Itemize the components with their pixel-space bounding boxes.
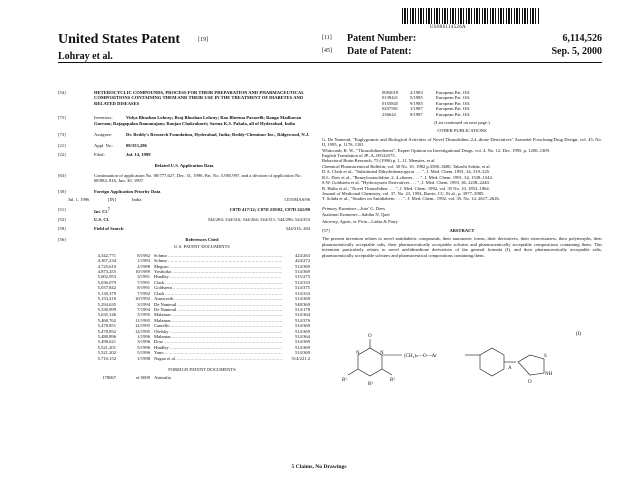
appl-number: 09/353,286: [126, 143, 147, 149]
list-continued: (List continued on next page.): [434, 120, 490, 126]
citation-number: 5,130,379: [97, 290, 116, 296]
citation-number: 5,521,201: [97, 344, 116, 350]
uscl-tag: [52]: [58, 217, 66, 223]
citation-class: 514/369: [282, 264, 310, 269]
citation-date: 12/1995: [134, 328, 150, 334]
foreign-priority-field: [58, 189, 310, 194]
citation-date: 10/1989: [134, 269, 150, 275]
continuation-tag: [63]: [58, 172, 66, 178]
examiners: [322, 206, 602, 224]
formula-atom-s: S: [544, 354, 547, 359]
foreign-patent-office: European Pat. Off.: [436, 111, 471, 117]
citation-number: 5,153,210: [97, 296, 116, 302]
refs-tag: [56]: [58, 237, 66, 243]
assistant-examiner-label: Assistant Examiner—: [322, 212, 362, 218]
filed-date: Jul. 14, 1999: [126, 151, 151, 157]
foreign-patent-number: 236624: [382, 111, 396, 117]
assistant-examiner: Sabiha N. Qazi: [361, 212, 390, 218]
citation-class: 514/369: [282, 339, 310, 344]
citation-inventor: Goldstein .....: [150, 285, 282, 290]
citation-inventor: Nagao et al. .....: [150, 356, 282, 361]
publication-entry: G. De Nanteuil, "Euglygcamic and Biological Activities of Novel Thiazolidine–2,4–dione Derivatives" Arzneitel Forschung/Drug Design, vol. 45, No. II, 1995, p. 1176–1181.: [322, 136, 602, 148]
citation-date: 1/1983: [137, 258, 150, 264]
citation-list: [58, 253, 310, 361]
foreign-docs-title: FOREIGN PATENT DOCUMENTS: [168, 366, 236, 372]
aryl-ring: [480, 348, 504, 376]
citation-inventor: Schnur .....: [150, 258, 282, 263]
citation-inventor: Yano .....: [150, 350, 282, 355]
citation-class: 514/369: [282, 323, 310, 328]
search-field: [58, 226, 310, 231]
patent-number-row: [322, 33, 602, 46]
chemical-formula: [340, 325, 590, 395]
foreign-priority-row: [58, 197, 310, 202]
formula-atom-o2: O: [528, 380, 532, 385]
publication-entry: English Translation of JP–A–09124575.: [322, 153, 396, 159]
formula-a: A: [508, 366, 512, 371]
citation-date: 8/1991: [137, 285, 150, 291]
citation-date: 3/1991: [137, 274, 150, 280]
assignee-field: [58, 132, 310, 137]
citation-date: 8/1982: [137, 252, 150, 258]
citation-date: 5/1996: [137, 344, 150, 350]
citation-number: 5,002,953: [97, 274, 116, 280]
citation-date: 7/1991: [137, 279, 150, 285]
citation-class: 424/272: [282, 258, 310, 263]
foreign-patent-number: 0082018: [382, 90, 399, 95]
foreign-patent-list: [322, 90, 602, 117]
citation-inventor: Schnur .....: [150, 253, 282, 258]
citation-date: 7/1992: [137, 290, 150, 296]
primary-examiner-row: [322, 206, 602, 211]
foreign-patent-office: European Pat. Off.: [436, 90, 471, 95]
appl-label: Appl. No.:: [94, 143, 114, 149]
publication-list: [322, 137, 602, 202]
country-tag: [19]: [198, 36, 209, 43]
abstract-heading: [322, 228, 602, 233]
inventors-field: [58, 115, 310, 126]
citation-row: [94, 356, 310, 361]
formula-atom-n1: N: [380, 351, 384, 356]
citation-class: 514/369: [282, 345, 310, 350]
title-tag: [54]: [58, 90, 66, 95]
continuation-text: Continuation of application No. 08/777,627, Dec. 31, 1996, Pat. No. 5,985,997, and a division of application No. 08/884, 816, Jun. 30, 1997.: [94, 172, 302, 184]
citation-date: 5/1995: [137, 312, 150, 318]
foreign-patent-office: European Pat. Off.: [436, 100, 471, 106]
citation-date: 2/1988: [137, 263, 150, 269]
citation-number: 5,468,762: [97, 317, 116, 323]
citation-inventor: Olefsky .....: [150, 329, 282, 334]
foreign-priority-title: Foreign Application Priority Data: [94, 189, 161, 195]
appl-field: [58, 143, 310, 148]
citation-class: 514/364: [282, 312, 310, 317]
header-left: [58, 32, 208, 62]
date-label: Date of Patent:: [347, 46, 412, 57]
appl-tag: [21]: [58, 143, 66, 149]
formula-r2: R²: [390, 378, 395, 383]
filed-field: [58, 152, 310, 157]
foreign-doc-number: 178067: [102, 375, 116, 381]
publication-entry: B. Hulin et al., "Novel Thiazolidine . . . ", J. Med. Chem. 1992, vol. 35 No. 10, 1853–1864.: [322, 185, 490, 191]
publication-entry: R.L. Dow et al., "Benzyloxazolidine–2, 4–diones . . . ", J. Med. Chem. 1991, 34, 1538–1544.: [322, 174, 493, 180]
refs-field: [58, 237, 310, 242]
citation-number: 5,480,896: [97, 333, 116, 339]
citation-class: 514/376: [282, 318, 310, 323]
foreign-patent-number: 0207581: [382, 106, 399, 112]
intcl-label: Int. Cl.: [94, 208, 108, 214]
citation-number: 5,330,999: [97, 306, 116, 312]
priority-date: Jul. 1, 1996: [68, 196, 90, 202]
continuation-field: [58, 173, 310, 184]
header-right: [322, 33, 602, 59]
uscl-label: U.S. Cl.: [94, 217, 110, 223]
citation-date: 3/1994: [137, 301, 150, 307]
assignee-tag: [73]: [58, 132, 66, 138]
left-column: [58, 90, 310, 381]
citation-inventor: Malamas .....: [150, 334, 282, 339]
formula-label: (I): [576, 332, 581, 337]
citation-inventor: Malamas .....: [150, 312, 282, 317]
citation-inventor: Hindley .....: [150, 345, 282, 350]
foreign-patent-date: 2/1983: [410, 90, 423, 95]
citation-class: 515/275: [282, 274, 310, 279]
citation-number: 5,710,152: [97, 355, 116, 361]
citation-class: 514/364: [282, 334, 310, 339]
attorney-row: [322, 219, 602, 224]
citation-inventor: Yoshioka .....: [150, 269, 282, 274]
formula-atom-o1: O: [368, 334, 372, 339]
citation-number: 5,036,079: [97, 279, 116, 285]
foreign-patent-date: 5/1985: [410, 95, 423, 101]
publication-entry: Behavioral Brain Research, 75 (1996) p. 1–11, Mensiez, et al.: [322, 158, 436, 164]
assignee: Dr. Reddy's Research Foundation, Hyderabad, India; Reddy-Cheminor Inc., Ridgewood, N.J.: [126, 132, 310, 138]
foreign-doc-date: of 0000: [135, 375, 150, 381]
citation-inventor: De Nanteuil .....: [150, 302, 282, 307]
country-title: [58, 32, 208, 48]
formula-atom-nh: NH: [545, 372, 553, 377]
publication-entry: S.W. Goldstein et al. "Hydroxyurea Derivatives . . . ", J. Med. Chem. 1993, 36, 2238–2240.: [322, 180, 490, 186]
citation-date: 3/1996: [137, 339, 150, 345]
uscl-value: 544/284; 544/316; 544/264; 544/311; 544/296; 544/253: [207, 217, 310, 223]
assignee-label: Assignee:: [94, 132, 113, 138]
us-docs-title: U.S. PATENT DOCUMENTS: [174, 244, 230, 250]
related-title: Related U.S. Application Data: [154, 163, 214, 169]
citation-number: 4,873,255: [97, 269, 116, 275]
citation-date: 1/1998: [137, 355, 150, 361]
publication-entry: Chemical Pharmaceutical Bulletin, vol. 30 No. 10, 1982 p.3580–3600, Takashi Sohda, et al.: [322, 163, 491, 169]
barcode-number: US006114526A: [430, 25, 466, 30]
citation-number: 5,498,621: [97, 339, 116, 345]
citation-class: 548/369: [282, 302, 310, 307]
publication-entry: D.A. Clark et al., "Substituted Dihydrobenzopyrar . . . ", J. Med. Chem. 1991, 34, 319–325.: [322, 169, 491, 175]
primary-examiner: Jose' G. Dees: [360, 205, 386, 211]
patent-number-label: Patent Number:: [347, 33, 417, 44]
foreign-patent-number: 0155845: [382, 100, 399, 106]
formula-atom-n2: N: [356, 351, 360, 356]
right-column: [322, 90, 602, 258]
search-label: Field of Search: [94, 225, 124, 231]
date-row: [322, 46, 602, 59]
foreign-patent-date: 9/1987: [410, 111, 423, 117]
foreign-patent-date: 1/1987: [410, 106, 423, 112]
citation-date: 1/1996: [137, 333, 150, 339]
citation-number: 5,521,202: [97, 350, 116, 356]
abstract-title: ABSTRACT: [449, 227, 475, 233]
barcode: [402, 8, 540, 24]
citation-class: 514/369: [282, 329, 310, 334]
citation-number: 4,725,610: [97, 263, 116, 269]
citation-inventor: Clark .....: [150, 291, 282, 296]
citation-class: 514/221.2: [282, 356, 310, 361]
inventors-tag: [75]: [58, 115, 66, 121]
inventor-short: Lohray et al.: [58, 51, 113, 62]
citation-inventor: Hindley .....: [150, 274, 282, 279]
invention-title: HETEROCYCLIC COMPOUNDS, PROCESS FOR THEIR PREPARATION AND PHARMACEUTICAL COMPOSITIONS CONTAINING THEM AND THEIR USE IN THE TREATMENT OF DIABETES AND RELATED DISEASES: [94, 90, 305, 106]
citation-inventor: Cantello .....: [150, 323, 282, 328]
citation-number: 5,294,635: [97, 301, 116, 307]
primary-examiner-label: Primary Examiner—: [322, 205, 361, 211]
foreign-patent-date: 9/1985: [410, 100, 423, 106]
formula-r1: R¹: [342, 378, 347, 383]
citation-inventor: Meguro .....: [150, 264, 282, 269]
citation-date: 12/1995: [134, 323, 150, 329]
citation-number: 4,342,771: [97, 252, 116, 258]
refs-title: References Cited: [185, 237, 219, 243]
title-field: [58, 90, 310, 106]
foreign-patent-office: European Pat. Off.: [436, 95, 471, 101]
foreign-patent-row: [382, 112, 602, 117]
foreign-patent-number: 0139421: [382, 95, 399, 101]
citation-number: 5,478,851: [97, 323, 116, 329]
citation-inventor: Dow .....: [150, 339, 282, 344]
intcl-tag: [51]: [58, 207, 66, 213]
pyrimidine-ring: [358, 348, 382, 376]
filed-tag: [22]: [58, 151, 66, 157]
azolidinedione-ring: [518, 355, 544, 375]
claims-footer: 5 Claims, No Drawings: [291, 464, 347, 470]
citation-number: 5,037,842: [97, 285, 116, 291]
patent-number-tag: [11]: [322, 35, 332, 41]
inventors-label: Inventors:: [94, 115, 113, 121]
intcl-value: C07D 417/12; C07D 239/02, C07D 241/00: [229, 207, 310, 213]
citation-inventor: Clark .....: [150, 280, 282, 285]
country-text: United States Patent: [58, 32, 181, 47]
abstract-tag: [57]: [322, 227, 330, 233]
citation-inventor: De Nanteuil .....: [150, 307, 282, 312]
publication-entry: Journal of Medicinal Chemistry, vol. 37, No. 23, 1994, Barrie, CC. Et al., p. 3977–3985.: [322, 190, 485, 196]
priority-number: 1155/MAS/96: [283, 196, 310, 202]
intcl-sup: 7: [107, 207, 110, 212]
citation-class: 514/333: [282, 280, 310, 285]
foreign-priority-tag: [30]: [58, 189, 66, 195]
patent-number: 6,114,526: [562, 33, 602, 44]
foreign-patent-office: European Pat. Off.: [436, 106, 471, 112]
citation-date: 7/1994: [137, 306, 150, 312]
publication-entry: Whitcomb, R. W., "Thiazolidinediones", Expert Opinion on Investigational Drugs, vol. 4, No. 12, Dec. 1995, p. 1200–1309.: [322, 147, 551, 153]
attorney: Ladas & Parry: [371, 218, 399, 224]
search-value: 544/316, 284: [285, 225, 310, 231]
priority-country: India: [132, 196, 142, 202]
foreign-doc-row: [58, 375, 310, 380]
patent-date: Sep. 5, 2000: [551, 46, 602, 57]
inventors: Vidya Bhushan Lohray; Braj Bhushan Lohray; Rao Bheema Paraselli; Ranga Madhavan Gurram; Rajagopalan Ramanujam; Ranjan Chakrabarti; Sarma K.S. Pakala, all of Hyderabad, India: [94, 115, 302, 126]
foreign-doc-country: Australia: [154, 375, 171, 381]
citation-date: 11/1995: [135, 317, 150, 323]
search-tag: [58]: [58, 225, 66, 231]
citation-class: 514/369: [282, 350, 310, 355]
uscl-field: [58, 217, 310, 222]
citation-class: 424/263: [282, 253, 310, 258]
citation-number: 5,635,146: [97, 312, 116, 318]
intcl-field: [58, 207, 310, 214]
publication-entry: T. Sohda et al., "Studies on Antidiabetic . . . ", J. Med. Chem., 1992, vol. 35, No. 14, 2617–2626.: [322, 196, 500, 202]
priority-country-code: [IN]: [108, 196, 116, 202]
citation-inventor: Malamas .....: [150, 318, 282, 323]
abstract-text: The present invention relates to novel antidiabetic compounds, their tautomeric forms, their derivatives, their stereoisomers, their polymorphs, their pharmaceutically acceptable salts, their pharmaceutically acceptable solvates and pharmaceutically acceptable compositions containing them. This invention particularly relates to novel azolidinedione derivatives of the general formula (I), and their pharmaceutically acceptable salts, pharmaceutically acceptable solvates and pharmaceutical compositions containing them.: [322, 236, 602, 258]
citation-class: 514/369: [282, 269, 310, 274]
header-rule: [58, 62, 602, 63]
filed-label: Filed:: [94, 151, 105, 157]
attorney-label: Attorney, Agent, or Firm—: [322, 218, 372, 224]
citation-date: 10/1992: [134, 296, 150, 302]
formula-chain: (CH₂)ₙ—O—Ar: [404, 354, 437, 359]
citation-class: 514/375: [282, 285, 310, 290]
citation-number: 5,478,852: [97, 328, 116, 334]
citation-class: 514/178: [282, 307, 310, 312]
date-tag: [45]: [322, 48, 332, 54]
citation-inventor: Ainsworth .....: [150, 296, 282, 301]
citation-number: 4,367,234: [97, 258, 116, 264]
other-pubs-title: OTHER PUBLICATIONS: [437, 128, 487, 134]
assistant-examiner-row: [322, 212, 602, 217]
citation-date: 5/1996: [137, 350, 150, 356]
formula-r3: R³: [368, 382, 373, 387]
citation-class: 514/333: [282, 291, 310, 296]
citation-class: 514/369: [282, 296, 310, 301]
